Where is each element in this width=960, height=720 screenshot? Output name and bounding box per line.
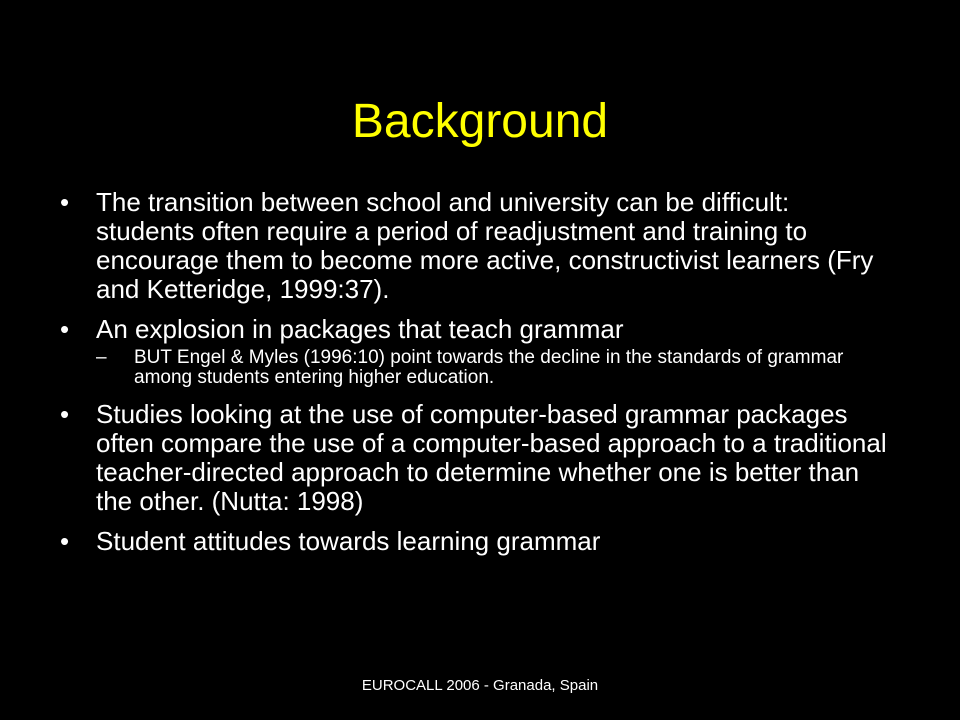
bullet-list <box>60 188 890 567</box>
sub-bullet-text: BUT Engel & Myles (1996:10) point towards the decline in the standards of grammar among students entering higher education. <box>134 347 844 388</box>
bullet-marker: • <box>60 187 70 217</box>
bullet-text: An explosion in packages that teach grammar <box>96 314 624 344</box>
bullet-item <box>60 527 890 556</box>
slide-title: Background <box>351 95 609 148</box>
slide-footer: EUROCALL 2006 - Granada, Spain <box>361 677 599 694</box>
bullet-text: The transition between school and university can be difficult: students often require a period of readjustment and training to encourage them to become more active, constructivist learners (Fry and Ketteridge, 1999:37). <box>96 187 874 304</box>
sub-bullet-item <box>96 348 890 388</box>
sub-bullet-list <box>96 348 890 388</box>
bullet-item <box>60 188 890 304</box>
bullet-marker: • <box>60 314 70 344</box>
bullet-marker: • <box>60 399 70 429</box>
bullet-text: Student attitudes towards learning grammar <box>96 526 601 556</box>
bullet-marker: • <box>60 526 70 556</box>
bullet-item <box>60 315 890 388</box>
sub-bullet-marker: – <box>96 347 107 368</box>
bullet-text: Studies looking at the use of computer-based grammar packages often compare the use of a computer-based approach to a traditional teacher-directed approach to determine whether one is better than the other. (Nutta: 1998) <box>96 399 887 516</box>
bullet-item <box>60 400 890 516</box>
